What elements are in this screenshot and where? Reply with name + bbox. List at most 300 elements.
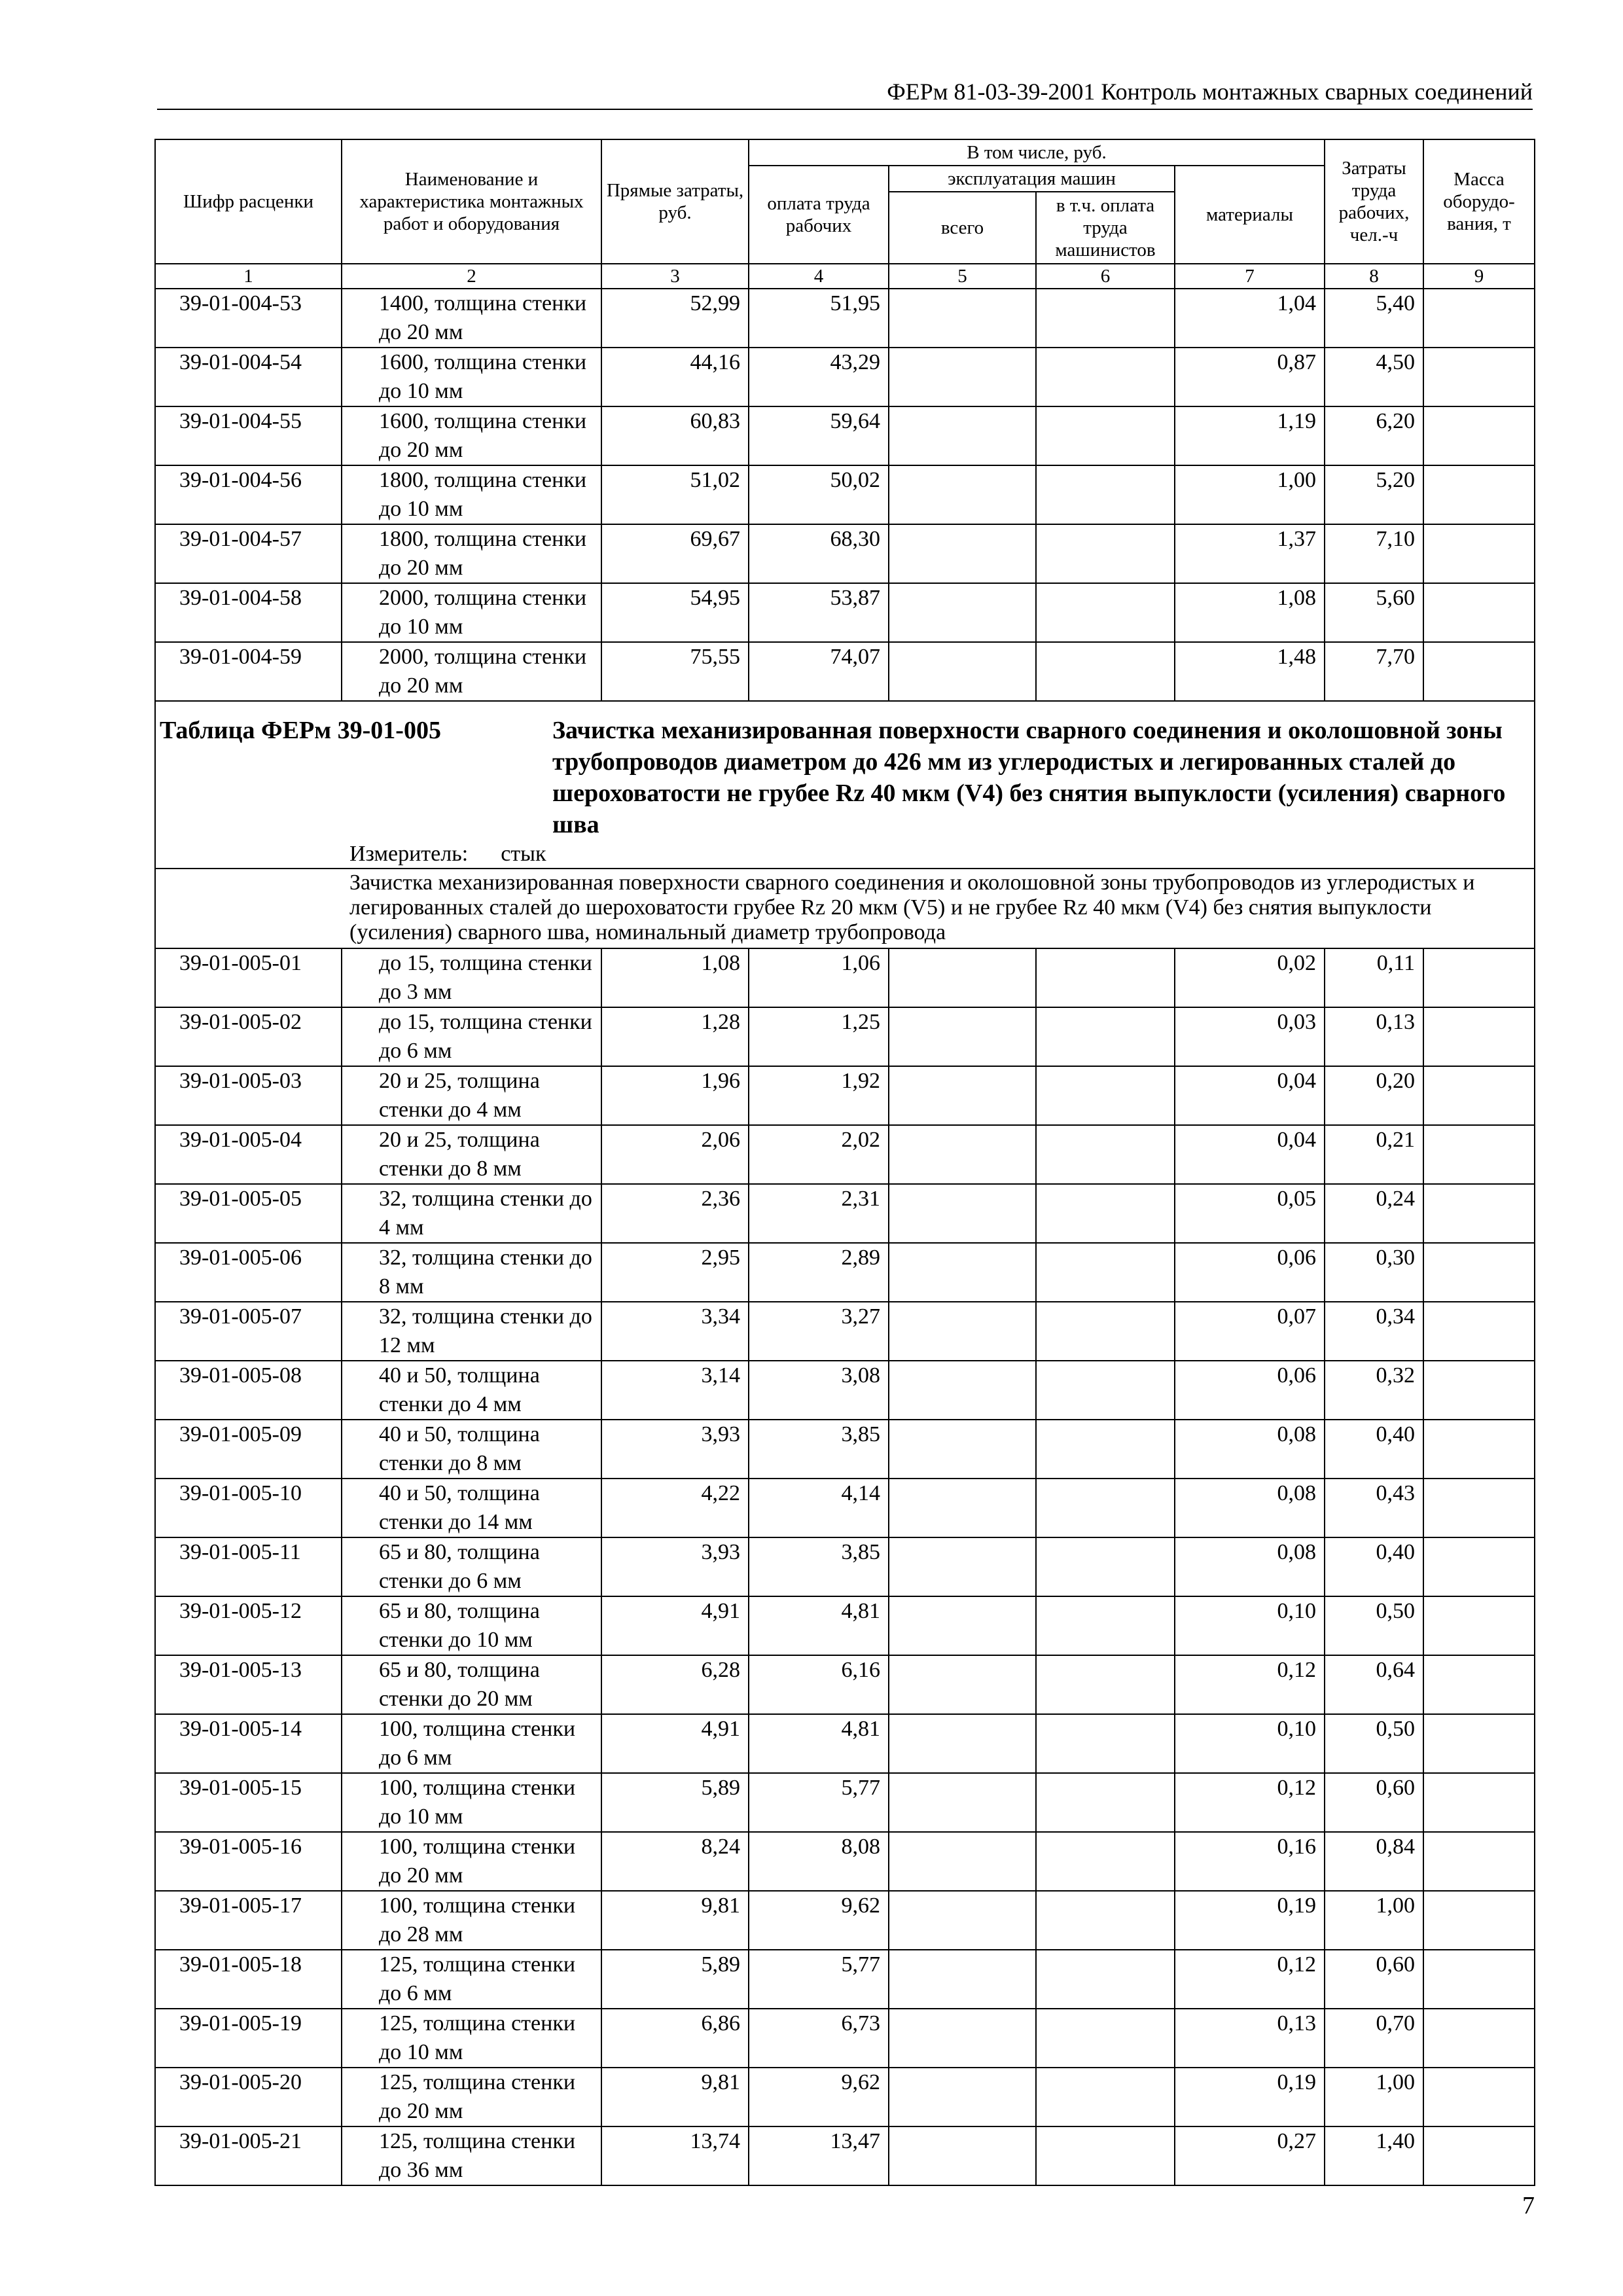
- labor-hours: 0,50: [1325, 1596, 1423, 1655]
- direct-costs: 2,95: [601, 1243, 749, 1302]
- machinists-pay: [1036, 2009, 1175, 2068]
- work-description: 1400, толщина стенки до 20 мм: [342, 289, 601, 348]
- table-row: [155, 1302, 1535, 1361]
- table-header: [155, 139, 1535, 289]
- work-description: 100, толщина стенки до 10 мм: [342, 1773, 601, 1832]
- rate-code: 39-01-005-03: [155, 1066, 342, 1125]
- materials-cost: 0,08: [1175, 1479, 1325, 1537]
- labor-hours: 0,64: [1325, 1655, 1423, 1714]
- table-row: [155, 1125, 1535, 1184]
- equipment-mass: [1423, 1302, 1535, 1361]
- table-row: [155, 1950, 1535, 2009]
- rate-code: 39-01-005-16: [155, 1832, 342, 1891]
- header-name: Наименование и характеристика монтажных работ и оборудования: [342, 139, 601, 264]
- measure-label: Измеритель:: [349, 842, 469, 866]
- table-row: [155, 1243, 1535, 1302]
- labor-pay: 50,02: [749, 465, 889, 524]
- machinists-pay: [1036, 1066, 1175, 1125]
- machines-total: [889, 1596, 1036, 1655]
- labor-pay: 3,85: [749, 1537, 889, 1596]
- table-row: [155, 1773, 1535, 1832]
- labor-hours: 0,40: [1325, 1420, 1423, 1479]
- machinists-pay: [1036, 348, 1175, 406]
- measure-unit: стык: [501, 842, 546, 866]
- labor-hours: 0,60: [1325, 1773, 1423, 1832]
- labor-pay: 43,29: [749, 348, 889, 406]
- direct-costs: 8,24: [601, 1832, 749, 1891]
- rate-code: 39-01-005-19: [155, 2009, 342, 2068]
- work-description: до 15, толщина стенки до 6 мм: [342, 1007, 601, 1066]
- page-number: 7: [1522, 2192, 1535, 2219]
- labor-hours: 0,21: [1325, 1125, 1423, 1184]
- labor-pay: 6,16: [749, 1655, 889, 1714]
- labor-pay: 4,81: [749, 1596, 889, 1655]
- equipment-mass: [1423, 465, 1535, 524]
- direct-costs: 4,91: [601, 1714, 749, 1773]
- machines-total: [889, 1479, 1036, 1537]
- machinists-pay: [1036, 1302, 1175, 1361]
- header-materials: материалы: [1175, 166, 1325, 264]
- direct-costs: 1,28: [601, 1007, 749, 1066]
- labor-pay: 1,06: [749, 948, 889, 1007]
- materials-cost: 1,37: [1175, 524, 1325, 583]
- rate-code: 39-01-005-21: [155, 2126, 342, 2185]
- column-number: 5: [889, 264, 1036, 289]
- labor-pay: 1,25: [749, 1007, 889, 1066]
- machines-total: [889, 1243, 1036, 1302]
- column-number: 9: [1423, 264, 1535, 289]
- section-description: Зачистка механизированная поверхности сварного соединения и околошовной зоны трубопроводов из углеродистых и легированных сталей до шероховатости грубее Rz 20 мкм (V5) и не грубее Rz 40 мкм (V4) без снятия выпуклости (усиления) сварного шва, номинальный диаметр трубопровода: [349, 870, 1475, 944]
- rate-code: 39-01-005-10: [155, 1479, 342, 1537]
- work-description: 125, толщина стенки до 20 мм: [342, 2068, 601, 2126]
- column-number: 3: [601, 264, 749, 289]
- direct-costs: 54,95: [601, 583, 749, 642]
- table-row: [155, 1184, 1535, 1243]
- equipment-mass: [1423, 1479, 1535, 1537]
- labor-pay: 2,31: [749, 1184, 889, 1243]
- labor-hours: 1,00: [1325, 1891, 1423, 1950]
- column-numbers-row: [155, 264, 1535, 289]
- machines-total: [889, 1714, 1036, 1773]
- equipment-mass: [1423, 2126, 1535, 2185]
- equipment-mass: [1423, 642, 1535, 701]
- rows-top: [155, 289, 1535, 701]
- table-row: [155, 2009, 1535, 2068]
- table-row: [155, 1479, 1535, 1537]
- materials-cost: 0,87: [1175, 348, 1325, 406]
- direct-costs: 2,06: [601, 1125, 749, 1184]
- table-row: [155, 348, 1535, 406]
- direct-costs: 5,89: [601, 1950, 749, 2009]
- labor-pay: 59,64: [749, 406, 889, 465]
- machines-total: [889, 1891, 1036, 1950]
- materials-cost: 0,19: [1175, 2068, 1325, 2126]
- labor-hours: 0,24: [1325, 1184, 1423, 1243]
- rate-code: 39-01-004-55: [155, 406, 342, 465]
- direct-costs: 4,91: [601, 1596, 749, 1655]
- labor-pay: 6,73: [749, 2009, 889, 2068]
- direct-costs: 4,22: [601, 1479, 749, 1537]
- equipment-mass: [1423, 348, 1535, 406]
- equipment-mass: [1423, 2068, 1535, 2126]
- equipment-mass: [1423, 1655, 1535, 1714]
- table-row: [155, 1655, 1535, 1714]
- measure-line: [156, 840, 1534, 868]
- machines-total: [889, 642, 1036, 701]
- table-row: [155, 524, 1535, 583]
- materials-cost: 0,06: [1175, 1243, 1325, 1302]
- labor-hours: 0,34: [1325, 1302, 1423, 1361]
- header-direct-costs: Прямые затраты, руб.: [601, 139, 749, 264]
- labor-hours: 0,43: [1325, 1479, 1423, 1537]
- rate-code: 39-01-005-12: [155, 1596, 342, 1655]
- materials-cost: 0,19: [1175, 1891, 1325, 1950]
- labor-pay: 5,77: [749, 1773, 889, 1832]
- running-header: ФЕРм 81-03-39-2001 Контроль монтажных сварных соединений: [887, 79, 1533, 105]
- table-row: [155, 1361, 1535, 1420]
- labor-hours: 6,20: [1325, 406, 1423, 465]
- table-row: [155, 406, 1535, 465]
- materials-cost: 0,02: [1175, 948, 1325, 1007]
- work-description: 100, толщина стенки до 28 мм: [342, 1891, 601, 1950]
- direct-costs: 75,55: [601, 642, 749, 701]
- equipment-mass: [1423, 1066, 1535, 1125]
- rate-code: 39-01-004-59: [155, 642, 342, 701]
- rows-bottom: [155, 948, 1535, 2185]
- materials-cost: 0,13: [1175, 2009, 1325, 2068]
- materials-cost: 1,48: [1175, 642, 1325, 701]
- equipment-mass: [1423, 1537, 1535, 1596]
- machinists-pay: [1036, 1891, 1175, 1950]
- direct-costs: 3,14: [601, 1361, 749, 1420]
- rate-code: 39-01-005-01: [155, 948, 342, 1007]
- direct-costs: 1,08: [601, 948, 749, 1007]
- equipment-mass: [1423, 948, 1535, 1007]
- machines-total: [889, 289, 1036, 348]
- machines-total: [889, 1125, 1036, 1184]
- column-number: 7: [1175, 264, 1325, 289]
- section-label: Таблица ФЕРм 39-01-005: [160, 717, 441, 744]
- materials-cost: 0,10: [1175, 1714, 1325, 1773]
- rate-code: 39-01-004-57: [155, 524, 342, 583]
- work-description: 65 и 80, толщина стенки до 6 мм: [342, 1537, 601, 1596]
- rate-code: 39-01-004-53: [155, 289, 342, 348]
- rate-code: 39-01-005-14: [155, 1714, 342, 1773]
- labor-pay: 2,89: [749, 1243, 889, 1302]
- table-row: [155, 1832, 1535, 1891]
- materials-cost: 0,05: [1175, 1184, 1325, 1243]
- labor-pay: 8,08: [749, 1832, 889, 1891]
- machines-total: [889, 1184, 1036, 1243]
- column-number: 6: [1036, 264, 1175, 289]
- work-description: 32, толщина стенки до 12 мм: [342, 1302, 601, 1361]
- materials-cost: 0,08: [1175, 1537, 1325, 1596]
- machinists-pay: [1036, 406, 1175, 465]
- column-number: 1: [155, 264, 342, 289]
- equipment-mass: [1423, 1891, 1535, 1950]
- machines-total: [889, 465, 1036, 524]
- equipment-mass: [1423, 1007, 1535, 1066]
- equipment-mass: [1423, 1950, 1535, 2009]
- materials-cost: 0,12: [1175, 1655, 1325, 1714]
- header-code: Шифр расценки: [155, 139, 342, 264]
- rate-code: 39-01-005-08: [155, 1361, 342, 1420]
- header-labor-cost: Затраты труда рабочих, чел.-ч: [1325, 139, 1423, 264]
- table-row: [155, 1891, 1535, 1950]
- table-row: [155, 1537, 1535, 1596]
- machinists-pay: [1036, 1714, 1175, 1773]
- machines-total: [889, 1537, 1036, 1596]
- labor-pay: 51,95: [749, 289, 889, 348]
- work-description: 100, толщина стенки до 6 мм: [342, 1714, 601, 1773]
- table-row: [155, 289, 1535, 348]
- materials-cost: 0,12: [1175, 1773, 1325, 1832]
- work-description: 20 и 25, толщина стенки до 4 мм: [342, 1066, 601, 1125]
- equipment-mass: [1423, 289, 1535, 348]
- labor-pay: 3,08: [749, 1361, 889, 1420]
- header-machines-total: всего: [889, 192, 1036, 264]
- direct-costs: 52,99: [601, 289, 749, 348]
- labor-hours: 0,30: [1325, 1243, 1423, 1302]
- work-description: 40 и 50, толщина стенки до 8 мм: [342, 1420, 601, 1479]
- table-row: [155, 583, 1535, 642]
- machines-total: [889, 583, 1036, 642]
- machinists-pay: [1036, 1125, 1175, 1184]
- labor-hours: 1,00: [1325, 2068, 1423, 2126]
- materials-cost: 0,04: [1175, 1066, 1325, 1125]
- work-description: 65 и 80, толщина стенки до 20 мм: [342, 1655, 601, 1714]
- machinists-pay: [1036, 1243, 1175, 1302]
- section-block: [155, 701, 1535, 948]
- rates-table: [154, 139, 1535, 2186]
- labor-pay: 9,62: [749, 1891, 889, 1950]
- machines-total: [889, 2126, 1036, 2185]
- machinists-pay: [1036, 524, 1175, 583]
- rate-code: 39-01-004-56: [155, 465, 342, 524]
- machinists-pay: [1036, 642, 1175, 701]
- rate-code: 39-01-005-06: [155, 1243, 342, 1302]
- machines-total: [889, 1773, 1036, 1832]
- direct-costs: 3,93: [601, 1420, 749, 1479]
- table-row: [155, 465, 1535, 524]
- direct-costs: 3,34: [601, 1302, 749, 1361]
- machines-total: [889, 2068, 1036, 2126]
- rate-code: 39-01-005-07: [155, 1302, 342, 1361]
- labor-hours: 1,40: [1325, 2126, 1423, 2185]
- labor-hours: 5,20: [1325, 465, 1423, 524]
- labor-hours: 0,13: [1325, 1007, 1423, 1066]
- rate-code: 39-01-005-11: [155, 1537, 342, 1596]
- equipment-mass: [1423, 1125, 1535, 1184]
- direct-costs: 51,02: [601, 465, 749, 524]
- direct-costs: 44,16: [601, 348, 749, 406]
- table-row: [155, 1007, 1535, 1066]
- labor-hours: 7,10: [1325, 524, 1423, 583]
- table-row: [155, 1714, 1535, 1773]
- labor-pay: 4,14: [749, 1479, 889, 1537]
- labor-hours: 5,60: [1325, 583, 1423, 642]
- machinists-pay: [1036, 1007, 1175, 1066]
- equipment-mass: [1423, 1184, 1535, 1243]
- table-row: [155, 2068, 1535, 2126]
- materials-cost: 0,03: [1175, 1007, 1325, 1066]
- equipment-mass: [1423, 1832, 1535, 1891]
- machinists-pay: [1036, 1537, 1175, 1596]
- labor-hours: 7,70: [1325, 642, 1423, 701]
- work-description: 100, толщина стенки до 20 мм: [342, 1832, 601, 1891]
- header-equipment-mass: Масса оборудо-вания, т: [1423, 139, 1535, 264]
- materials-cost: 0,12: [1175, 1950, 1325, 2009]
- direct-costs: 69,67: [601, 524, 749, 583]
- rate-code: 39-01-005-02: [155, 1007, 342, 1066]
- direct-costs: 9,81: [601, 1891, 749, 1950]
- direct-costs: 60,83: [601, 406, 749, 465]
- equipment-mass: [1423, 1420, 1535, 1479]
- machinists-pay: [1036, 1596, 1175, 1655]
- section-cell: [155, 701, 1535, 869]
- equipment-mass: [1423, 1361, 1535, 1420]
- machines-total: [889, 1302, 1036, 1361]
- labor-pay: 2,02: [749, 1125, 889, 1184]
- machines-total: [889, 1950, 1036, 2009]
- work-description: 20 и 25, толщина стенки до 8 мм: [342, 1125, 601, 1184]
- work-description: 65 и 80, толщина стенки до 10 мм: [342, 1596, 601, 1655]
- equipment-mass: [1423, 1596, 1535, 1655]
- machinists-pay: [1036, 2126, 1175, 2185]
- machines-total: [889, 1832, 1036, 1891]
- labor-hours: 0,20: [1325, 1066, 1423, 1125]
- table-row: [155, 2126, 1535, 2185]
- column-number: 8: [1325, 264, 1423, 289]
- labor-hours: 4,50: [1325, 348, 1423, 406]
- machinists-pay: [1036, 1773, 1175, 1832]
- machinists-pay: [1036, 465, 1175, 524]
- direct-costs: 2,36: [601, 1184, 749, 1243]
- machines-total: [889, 948, 1036, 1007]
- work-description: 40 и 50, толщина стенки до 4 мм: [342, 1361, 601, 1420]
- machinists-pay: [1036, 1655, 1175, 1714]
- materials-cost: 1,19: [1175, 406, 1325, 465]
- table-row: [155, 948, 1535, 1007]
- equipment-mass: [1423, 2009, 1535, 2068]
- direct-costs: 9,81: [601, 2068, 749, 2126]
- labor-pay: 53,87: [749, 583, 889, 642]
- work-description: 1600, толщина стенки до 10 мм: [342, 348, 601, 406]
- labor-hours: 0,84: [1325, 1832, 1423, 1891]
- machinists-pay: [1036, 2068, 1175, 2126]
- work-description: 125, толщина стенки до 6 мм: [342, 1950, 601, 2009]
- labor-pay: 4,81: [749, 1714, 889, 1773]
- materials-cost: 0,27: [1175, 2126, 1325, 2185]
- header-machinists-pay: в т.ч. оплата труда машинистов: [1036, 192, 1175, 264]
- direct-costs: 6,28: [601, 1655, 749, 1714]
- work-description: 40 и 50, толщина стенки до 14 мм: [342, 1479, 601, 1537]
- header-including: В том числе, руб.: [749, 139, 1325, 166]
- labor-pay: 3,85: [749, 1420, 889, 1479]
- machinists-pay: [1036, 583, 1175, 642]
- labor-pay: 9,62: [749, 2068, 889, 2126]
- rate-code: 39-01-005-18: [155, 1950, 342, 2009]
- labor-pay: 3,27: [749, 1302, 889, 1361]
- labor-pay: 74,07: [749, 642, 889, 701]
- labor-pay: 68,30: [749, 524, 889, 583]
- rate-code: 39-01-005-17: [155, 1891, 342, 1950]
- machines-total: [889, 406, 1036, 465]
- labor-pay: 5,77: [749, 1950, 889, 2009]
- materials-cost: 1,00: [1175, 465, 1325, 524]
- rate-code: 39-01-005-04: [155, 1125, 342, 1184]
- work-description: до 15, толщина стенки до 3 мм: [342, 948, 601, 1007]
- rate-code: 39-01-005-20: [155, 2068, 342, 2126]
- labor-hours: 0,32: [1325, 1361, 1423, 1420]
- materials-cost: 1,08: [1175, 583, 1325, 642]
- labor-hours: 0,40: [1325, 1537, 1423, 1596]
- rate-code: 39-01-004-54: [155, 348, 342, 406]
- direct-costs: 13,74: [601, 2126, 749, 2185]
- machines-total: [889, 2009, 1036, 2068]
- machines-total: [889, 1655, 1036, 1714]
- rate-code: 39-01-005-05: [155, 1184, 342, 1243]
- section-description-cell: [155, 869, 1535, 948]
- labor-hours: 0,50: [1325, 1714, 1423, 1773]
- work-description: 32, толщина стенки до 4 мм: [342, 1184, 601, 1243]
- machinists-pay: [1036, 1361, 1175, 1420]
- work-description: 2000, толщина стенки до 20 мм: [342, 642, 601, 701]
- equipment-mass: [1423, 1773, 1535, 1832]
- rate-code: 39-01-005-15: [155, 1773, 342, 1832]
- labor-hours: 0,70: [1325, 2009, 1423, 2068]
- machinists-pay: [1036, 289, 1175, 348]
- work-description: 1800, толщина стенки до 10 мм: [342, 465, 601, 524]
- column-number: 2: [342, 264, 601, 289]
- labor-hours: 0,60: [1325, 1950, 1423, 2009]
- work-description: 32, толщина стенки до 8 мм: [342, 1243, 601, 1302]
- materials-cost: 0,08: [1175, 1420, 1325, 1479]
- table-row: [155, 1420, 1535, 1479]
- machinists-pay: [1036, 1950, 1175, 2009]
- machines-total: [889, 348, 1036, 406]
- machines-total: [889, 1066, 1036, 1125]
- header-rule: [157, 109, 1533, 110]
- direct-costs: 1,96: [601, 1066, 749, 1125]
- machinists-pay: [1036, 948, 1175, 1007]
- rate-code: 39-01-005-13: [155, 1655, 342, 1714]
- materials-cost: 0,16: [1175, 1832, 1325, 1891]
- work-description: 1600, толщина стенки до 20 мм: [342, 406, 601, 465]
- equipment-mass: [1423, 524, 1535, 583]
- machinists-pay: [1036, 1832, 1175, 1891]
- labor-pay: 13,47: [749, 2126, 889, 2185]
- machines-total: [889, 524, 1036, 583]
- work-description: 125, толщина стенки до 10 мм: [342, 2009, 601, 2068]
- section-title: Зачистка механизированная поверхности сварного соединения и околошовной зоны трубопроводов диаметром до 426 мм из углеродистых и легированных сталей до шероховатости не грубее Rz 40 мкм (V4) без снятия выпуклости (усиления) сварного шва: [552, 717, 1506, 838]
- machines-total: [889, 1361, 1036, 1420]
- equipment-mass: [1423, 583, 1535, 642]
- table-row: [155, 642, 1535, 701]
- equipment-mass: [1423, 1243, 1535, 1302]
- direct-costs: 6,86: [601, 2009, 749, 2068]
- direct-costs: 3,93: [601, 1537, 749, 1596]
- machines-total: [889, 1420, 1036, 1479]
- header-machines: эксплуатация машин: [889, 166, 1175, 192]
- column-number: 4: [749, 264, 889, 289]
- work-description: 125, толщина стенки до 36 мм: [342, 2126, 601, 2185]
- materials-cost: 0,04: [1175, 1125, 1325, 1184]
- machines-total: [889, 1007, 1036, 1066]
- labor-hours: 5,40: [1325, 289, 1423, 348]
- rate-code: 39-01-004-58: [155, 583, 342, 642]
- materials-cost: 0,07: [1175, 1302, 1325, 1361]
